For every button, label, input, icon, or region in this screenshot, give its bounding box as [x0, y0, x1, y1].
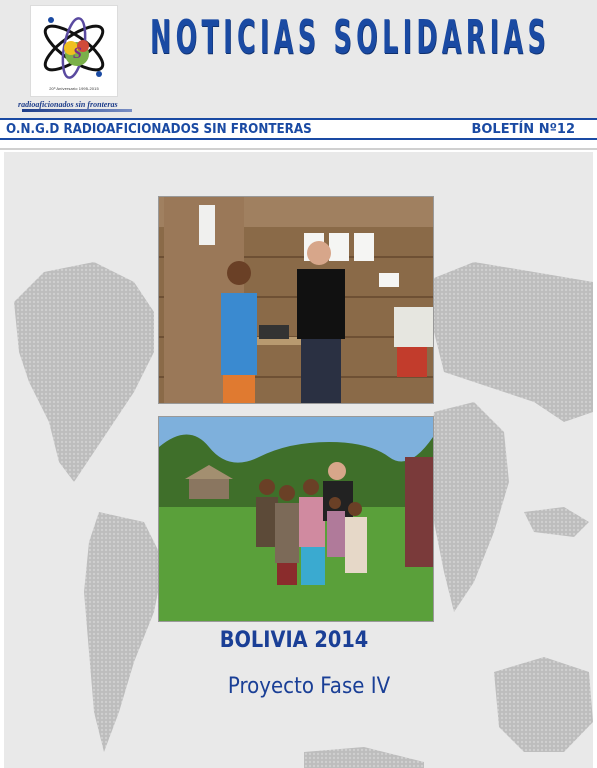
atom-logo-icon [31, 6, 117, 86]
bulletin-number: BOLETÍN Nº12 [471, 122, 575, 137]
cover-subheadline: Proyecto Fase IV [227, 674, 391, 699]
photo-children-group [158, 416, 434, 622]
logo-underline [22, 109, 132, 112]
organization-logo [30, 5, 118, 97]
children-photo-icon [159, 417, 433, 621]
cover-area [4, 152, 593, 768]
divider [0, 148, 597, 150]
organization-name: O.N.G.D RADIOAFICIONADOS SIN FRONTERAS [6, 122, 312, 137]
photo-radio-station [158, 196, 434, 404]
radio-station-photo-icon [159, 197, 433, 403]
cover-headline: BOLIVIA 2014 [219, 628, 369, 653]
header [0, 0, 597, 118]
logo-organization-name: radioaficionados sin fronteras [18, 100, 118, 109]
subheader-band [0, 118, 597, 140]
logo-anniversary-caption: 20º Aniversario 1995-2015 [49, 86, 99, 91]
svg-text:S: S [73, 45, 82, 62]
page-title: NOTICIAS SOLIDARIAS [150, 10, 551, 64]
